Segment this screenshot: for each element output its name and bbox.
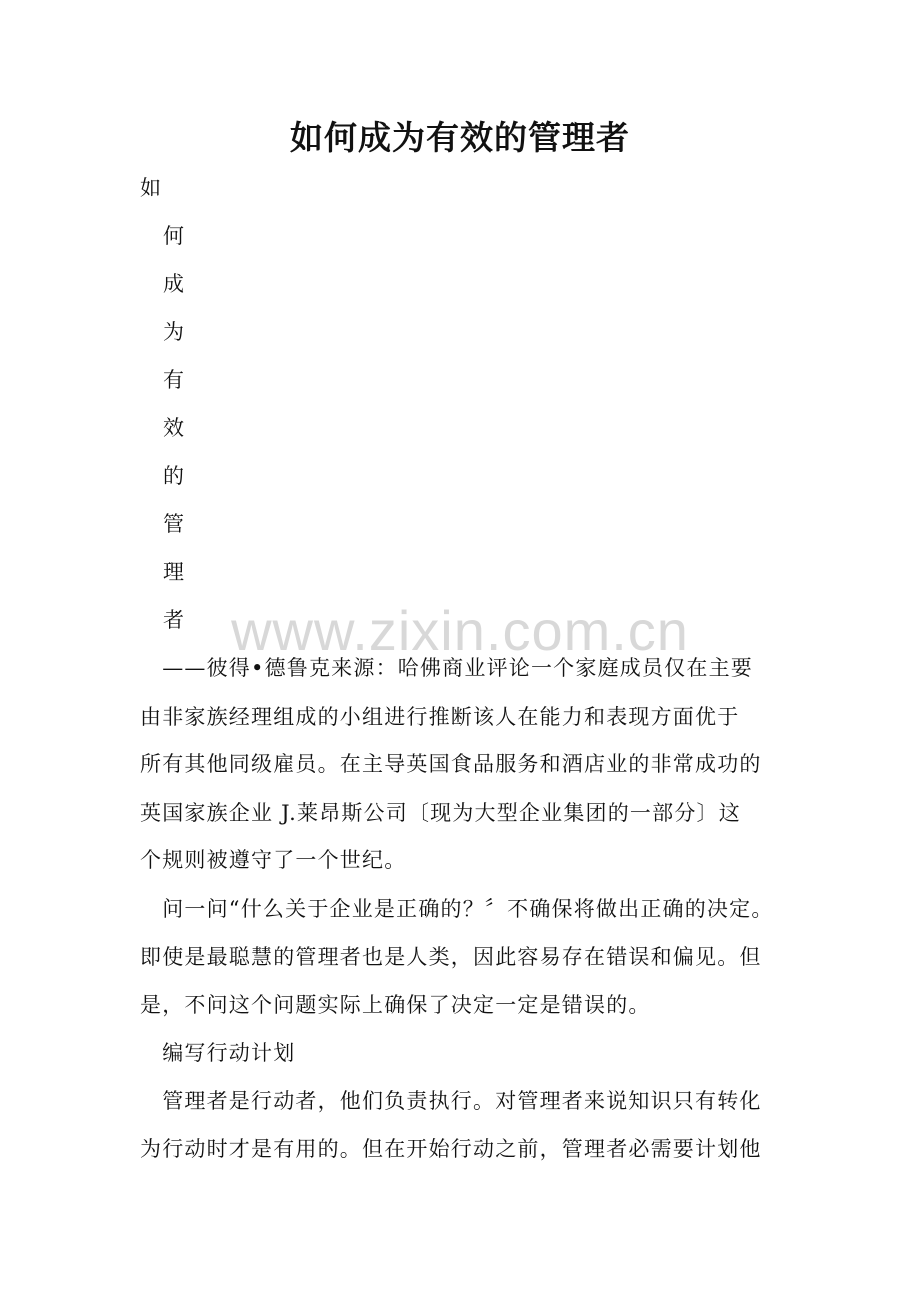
text-line: 即使是最聪慧的管理者也是人类，因此容易存在错误和偏见。但 [140,945,762,969]
text-line: 管理者是行动者，他们负责执行。对管理者来说知识只有转化 [140,1089,762,1113]
text-line: 编写行动计划 [140,1041,296,1065]
text-line: 为行动时才是有用的。但在开始行动之前，管理者必需要计划他 [140,1137,762,1161]
vertical-title-char: 理 [163,560,184,584]
text-line: 由非家族经理组成的小组进行推断该人在能力和表现方面优于 [140,705,740,729]
text-line: 所有其他同级雇员。在主导英国食品服务和酒店业的非常成功的 [140,752,762,776]
text-line: 是，不问这个问题实际上确保了决定一定是错误的。 [140,993,651,1017]
vertical-title-char: 效 [163,416,184,440]
text-line: ——彼得•德鲁克来源：哈佛商业评论一个家庭成员仅在主要 [140,656,753,680]
vertical-title-first-char: 如 [140,176,161,200]
vertical-title-char: 成 [163,272,184,296]
vertical-title-char: 者 [163,608,184,632]
document-title: 如何成为有效的管理者 [290,118,630,157]
text-line: 个规则被遵守了一个世纪。 [140,848,407,872]
text-line: 问一问“什么关于企业是正确的？〞不确保将做出正确的决定。 [140,897,774,921]
vertical-title-char: 为 [163,320,184,344]
watermark: www.zixin.com.cn [231,599,689,662]
vertical-title-char: 的 [163,464,184,488]
text-line: 英国家族企业 J.莱昂斯公司〔现为大型企业集团的一部分〕这 [140,801,741,825]
vertical-title-char: 何 [163,224,184,248]
vertical-title-char: 管 [163,512,184,536]
vertical-title-char: 有 [163,368,184,392]
